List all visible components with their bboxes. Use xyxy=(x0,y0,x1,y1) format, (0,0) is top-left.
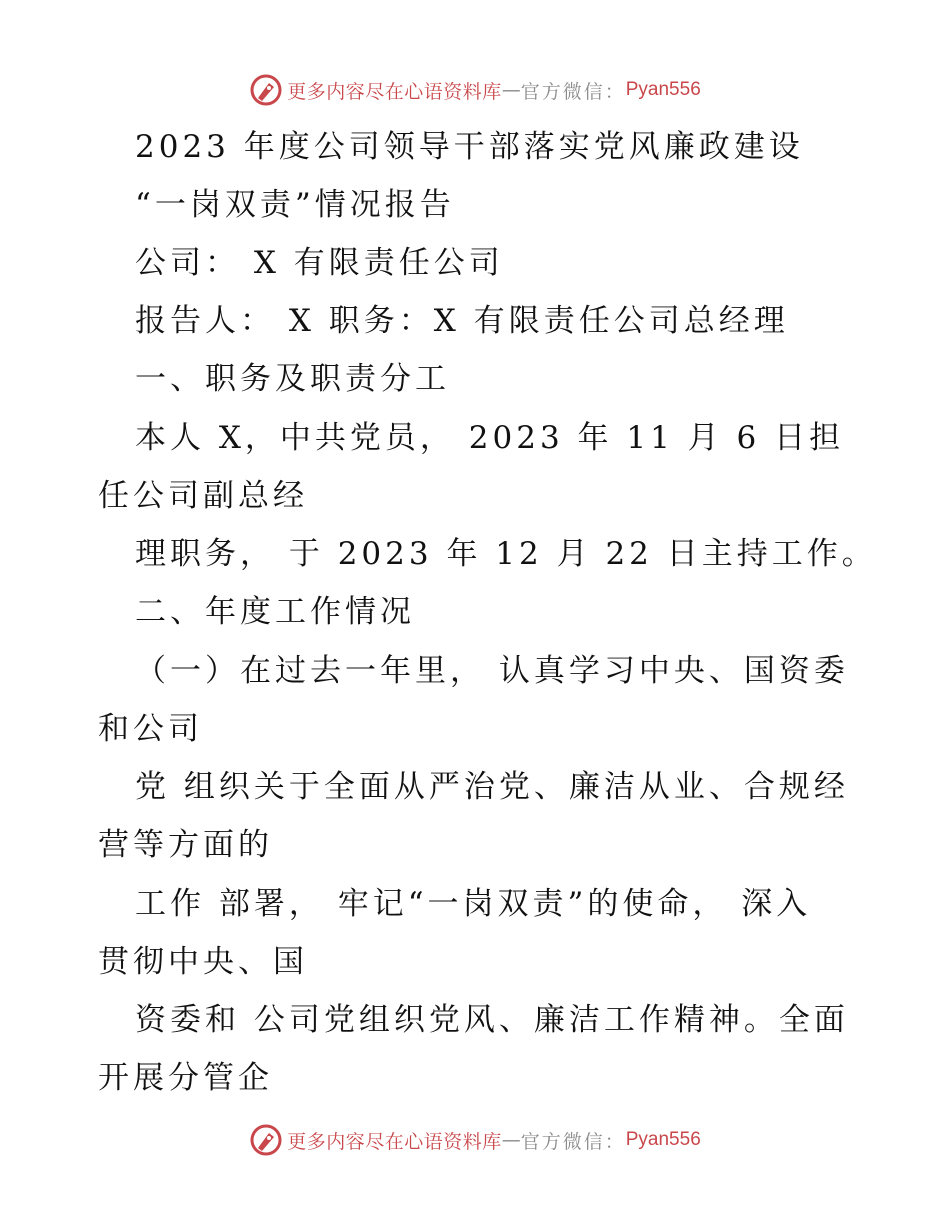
paragraph-line: 资委和 公司党组织党风、廉洁工作精神。全面 xyxy=(135,1002,849,1038)
banner-site-text: 更多内容尽在心语资料库 xyxy=(287,80,502,103)
footer-banner xyxy=(0,1120,950,1160)
paragraph-line: 营等方面的 xyxy=(98,827,273,863)
pen-nib-logo-icon xyxy=(249,1123,283,1157)
company-line: 公司： X 有限责任公司 xyxy=(135,245,504,281)
banner-wechat-label: 官方微信： xyxy=(520,1130,626,1153)
paragraph-line: 和公司 xyxy=(98,711,203,747)
paragraph-line: 任公司副总经 xyxy=(98,478,308,514)
paragraph-line: 本人 X，中共党员， 2023 年 11 月 6 日担 xyxy=(135,420,845,456)
document-title-line-2: “一岗双责”情况报告 xyxy=(135,187,455,223)
banner-separator: — xyxy=(501,1129,521,1151)
banner-wechat-id: Pyan556 xyxy=(625,1129,701,1150)
paragraph-line: 贯彻中央、国 xyxy=(98,944,308,980)
pen-nib-logo-icon xyxy=(249,73,283,107)
section-heading-2: 二、年度工作情况 xyxy=(135,594,415,630)
header-banner xyxy=(0,70,950,110)
banner-wechat-id: Pyan556 xyxy=(625,79,701,100)
document-title-line-1: 2023 年度公司领导干部落实党风廉政建设 xyxy=(135,129,804,165)
paragraph-line: 开展分管企 xyxy=(98,1060,273,1096)
paragraph-line: 理职务， 于 2023 年 12 月 22 日主持工作。 xyxy=(135,536,877,572)
banner-wechat-label: 官方微信： xyxy=(520,80,626,103)
paragraph-line: （一）在过去一年里， 认真学习中央、国资委 xyxy=(135,653,849,689)
banner-separator: — xyxy=(501,79,521,101)
paragraph-line: 工作 部署， 牢记“一岗双责”的使命， 深入 xyxy=(135,886,812,922)
paragraph-line: 党 组织关于全面从严治党、廉洁从业、合规经 xyxy=(135,769,849,805)
banner-site-text: 更多内容尽在心语资料库 xyxy=(287,1130,502,1153)
section-heading-1: 一、职务及职责分工 xyxy=(135,361,450,397)
reporter-line: 报告人： X 职务：X 有限责任公司总经理 xyxy=(135,303,789,339)
